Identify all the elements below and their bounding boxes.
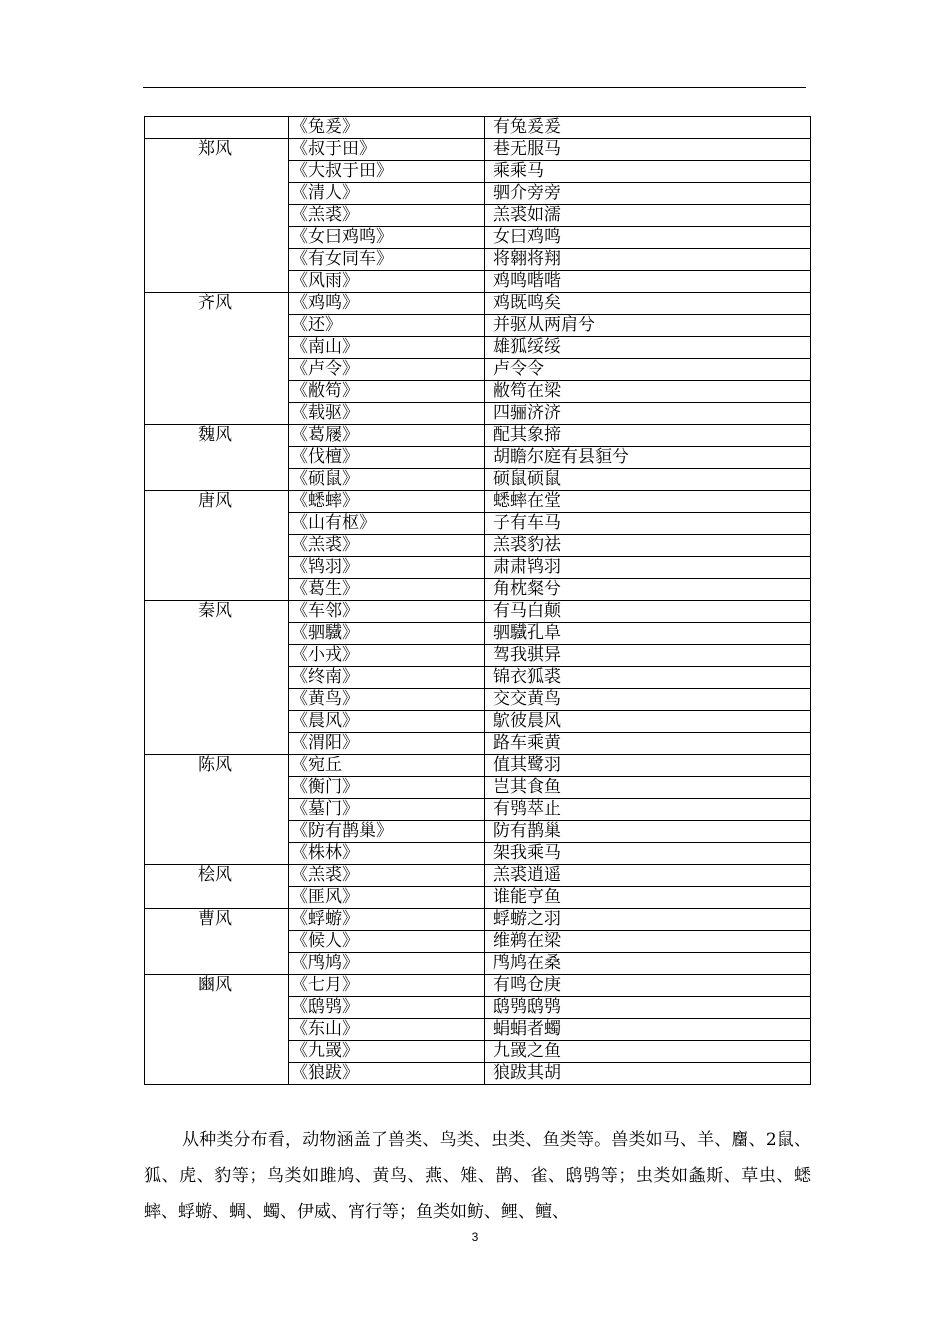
poem-line-cell: 子有车马 — [485, 513, 811, 535]
table-row — [145, 953, 811, 975]
table-row — [145, 293, 811, 315]
poem-title-cell: 《车邻》 — [289, 601, 485, 623]
guo-feng-cell — [145, 667, 289, 689]
poem-title-cell: 《南山》 — [289, 337, 485, 359]
table-row — [145, 579, 811, 601]
poem-title-cell: 《晨风》 — [289, 711, 485, 733]
table-row — [145, 469, 811, 491]
poem-line-cell: 鸱鸮鸱鸮 — [485, 997, 811, 1019]
poem-title-cell: 《鸡鸣》 — [289, 293, 485, 315]
guo-feng-cell — [145, 1019, 289, 1041]
poem-title-cell: 《有女同车》 — [289, 249, 485, 271]
table-row — [145, 821, 811, 843]
poem-line-cell: 值其鹭羽 — [485, 755, 811, 777]
guo-feng-cell — [145, 931, 289, 953]
poem-line-cell: 九罭之鱼 — [485, 1041, 811, 1063]
table-row — [145, 161, 811, 183]
header-rule — [143, 87, 806, 88]
guo-feng-cell — [145, 821, 289, 843]
poem-title-cell: 《宛丘 — [289, 755, 485, 777]
guo-feng-cell — [145, 953, 289, 975]
table-row — [145, 403, 811, 425]
poem-line-cell: 交交黄鸟 — [485, 689, 811, 711]
table-row — [145, 315, 811, 337]
guo-feng-cell — [145, 227, 289, 249]
poem-line-cell: 将翱将翔 — [485, 249, 811, 271]
table-row — [145, 733, 811, 755]
poem-title-cell: 《叔于田》 — [289, 139, 485, 161]
poem-line-cell: 巷无服马 — [485, 139, 811, 161]
poem-line-cell: 狼跋其胡 — [485, 1063, 811, 1085]
poem-line-cell: 敝笱在梁 — [485, 381, 811, 403]
table-row — [145, 909, 811, 931]
poem-line-cell: 蜉蝣之羽 — [485, 909, 811, 931]
poem-title-cell: 《兔爰》 — [289, 117, 485, 139]
table-row — [145, 645, 811, 667]
table-row — [145, 1041, 811, 1063]
poem-title-cell: 《东山》 — [289, 1019, 485, 1041]
guo-feng-cell — [145, 513, 289, 535]
poem-line-cell: 雄狐绥绥 — [485, 337, 811, 359]
poem-line-cell: 鸡鸣喈喈 — [485, 271, 811, 293]
guo-feng-cell — [145, 1063, 289, 1085]
poem-line-cell: 谁能亨鱼 — [485, 887, 811, 909]
poem-line-cell: 羔裘逍遥 — [485, 865, 811, 887]
table-row — [145, 535, 811, 557]
poem-line-cell: 驷驖孔阜 — [485, 623, 811, 645]
poem-line-cell: 肃肃鸨羽 — [485, 557, 811, 579]
poem-table-body — [145, 117, 811, 1085]
poem-line-cell: 乘乘马 — [485, 161, 811, 183]
table-row — [145, 865, 811, 887]
poem-title-cell: 《蟋蟀》 — [289, 491, 485, 513]
guo-feng-cell — [145, 403, 289, 425]
guo-feng-cell — [145, 161, 289, 183]
poem-title-cell: 《伐檀》 — [289, 447, 485, 469]
poem-line-cell: 鴥彼晨风 — [485, 711, 811, 733]
guo-feng-cell: 魏风 — [145, 425, 289, 447]
guo-feng-cell — [145, 689, 289, 711]
poem-line-cell: 硕鼠硕鼠 — [485, 469, 811, 491]
poem-line-cell: 路车乘黄 — [485, 733, 811, 755]
poem-title-cell: 《黄鸟》 — [289, 689, 485, 711]
guo-feng-cell — [145, 557, 289, 579]
table-row — [145, 139, 811, 161]
poem-title-cell: 《终南》 — [289, 667, 485, 689]
table-row — [145, 557, 811, 579]
poem-title-cell: 《载驱》 — [289, 403, 485, 425]
poem-title-cell: 《渭阳》 — [289, 733, 485, 755]
table-row — [145, 887, 811, 909]
poem-line-cell: 女曰鸡鸣 — [485, 227, 811, 249]
guo-feng-cell — [145, 337, 289, 359]
table-row — [145, 491, 811, 513]
poem-line-cell: 胡瞻尔庭有县貆兮 — [485, 447, 811, 469]
poem-line-cell: 并驱从两肩兮 — [485, 315, 811, 337]
guo-feng-cell: 豳风 — [145, 975, 289, 997]
guo-feng-cell — [145, 271, 289, 293]
poem-line-cell: 蟋蟀在堂 — [485, 491, 811, 513]
guo-feng-cell — [145, 117, 289, 139]
poem-line-cell: 防有鹊巢 — [485, 821, 811, 843]
poem-title-cell: 《鸤鸠》 — [289, 953, 485, 975]
table-row — [145, 447, 811, 469]
poem-line-cell: 卢令令 — [485, 359, 811, 381]
guo-feng-cell — [145, 205, 289, 227]
guo-feng-cell: 唐风 — [145, 491, 289, 513]
guo-feng-cell: 秦风 — [145, 601, 289, 623]
guo-feng-cell: 曹风 — [145, 909, 289, 931]
guo-feng-cell — [145, 381, 289, 403]
poem-title-cell: 《卢令》 — [289, 359, 485, 381]
poem-title-cell: 《还》 — [289, 315, 485, 337]
guo-feng-cell — [145, 799, 289, 821]
poem-title-cell: 《株林》 — [289, 843, 485, 865]
table-row — [145, 755, 811, 777]
table-row — [145, 183, 811, 205]
guo-feng-cell — [145, 249, 289, 271]
poem-line-cell: 架我乘马 — [485, 843, 811, 865]
table-row — [145, 205, 811, 227]
poem-line-cell: 配其象揥 — [485, 425, 811, 447]
poem-title-cell: 《风雨》 — [289, 271, 485, 293]
poem-line-cell: 岂其食鱼 — [485, 777, 811, 799]
poem-line-cell: 四骊济济 — [485, 403, 811, 425]
poem-title-cell: 《清人》 — [289, 183, 485, 205]
table-row — [145, 667, 811, 689]
poem-line-cell: 羔裘如濡 — [485, 205, 811, 227]
poem-title-cell: 《敝笱》 — [289, 381, 485, 403]
poem-title-cell: 《葛生》 — [289, 579, 485, 601]
table-row — [145, 689, 811, 711]
guo-feng-cell: 桧风 — [145, 865, 289, 887]
guo-feng-cell — [145, 777, 289, 799]
poem-line-cell: 有兔爰爰 — [485, 117, 811, 139]
poem-title-cell: 《鸱鸮》 — [289, 997, 485, 1019]
guo-feng-cell — [145, 535, 289, 557]
table-row — [145, 513, 811, 535]
poem-title-cell: 《女曰鸡鸣》 — [289, 227, 485, 249]
poem-line-cell: 有马白颠 — [485, 601, 811, 623]
guo-feng-cell — [145, 183, 289, 205]
guo-feng-cell — [145, 579, 289, 601]
poem-title-cell: 《大叔于田》 — [289, 161, 485, 183]
poem-line-cell: 羔裘豹祛 — [485, 535, 811, 557]
guo-feng-cell — [145, 843, 289, 865]
table-row — [145, 359, 811, 381]
page-number: 3 — [471, 1230, 479, 1244]
guo-feng-cell: 齐风 — [145, 293, 289, 315]
table-row — [145, 601, 811, 623]
animal-poems-table — [144, 116, 811, 1085]
poem-title-cell: 《小戎》 — [289, 645, 485, 667]
poem-title-cell: 《狼跋》 — [289, 1063, 485, 1085]
table-row — [145, 227, 811, 249]
poem-title-cell: 《蜉蝣》 — [289, 909, 485, 931]
poem-line-cell: 维鹈在梁 — [485, 931, 811, 953]
poem-line-cell: 锦衣狐裘 — [485, 667, 811, 689]
poem-title-cell: 《羔裘》 — [289, 205, 485, 227]
guo-feng-cell — [145, 997, 289, 1019]
poem-line-cell: 蜎蜎者蠋 — [485, 1019, 811, 1041]
table-row — [145, 1019, 811, 1041]
table-row — [145, 117, 811, 139]
guo-feng-cell — [145, 887, 289, 909]
table-row — [145, 623, 811, 645]
poem-title-cell: 《候人》 — [289, 931, 485, 953]
poem-line-cell: 驾我骐异 — [485, 645, 811, 667]
guo-feng-cell: 郑风 — [145, 139, 289, 161]
poem-line-cell: 鸤鸠在桑 — [485, 953, 811, 975]
guo-feng-cell — [145, 711, 289, 733]
poem-title-cell: 《七月》 — [289, 975, 485, 997]
poem-line-cell: 角枕粲兮 — [485, 579, 811, 601]
poem-line-cell: 鸡既鸣矣 — [485, 293, 811, 315]
poem-title-cell: 《山有枢》 — [289, 513, 485, 535]
guo-feng-cell — [145, 315, 289, 337]
poem-title-cell: 《硕鼠》 — [289, 469, 485, 491]
poem-title-cell: 《驷驖》 — [289, 623, 485, 645]
table-row — [145, 931, 811, 953]
table-row — [145, 975, 811, 997]
guo-feng-cell — [145, 359, 289, 381]
table-row — [145, 337, 811, 359]
table-row — [145, 711, 811, 733]
poem-title-cell: 《羔裘》 — [289, 865, 485, 887]
poem-title-cell: 《防有鹊巢》 — [289, 821, 485, 843]
poem-title-cell: 《墓门》 — [289, 799, 485, 821]
table-row — [145, 843, 811, 865]
table-row — [145, 249, 811, 271]
poem-title-cell: 《九罭》 — [289, 1041, 485, 1063]
table-row — [145, 271, 811, 293]
body-paragraph: 从种类分布看，动物涵盖了兽类、鸟类、虫类、鱼类等。兽类如马、羊、麕、2鼠、狐、虎、豹等；鸟类如雎鸠、黄鸟、燕、雉、鹊、雀、鸱鸮等；虫类如螽斯、草虫、蟋蟀、蜉蝣、蜩、蠋、伊威、宵行等；鱼类如鲂、鲤、鳣、 — [144, 1130, 811, 1222]
table-row — [145, 997, 811, 1019]
poem-title-cell: 《羔裘》 — [289, 535, 485, 557]
guo-feng-cell — [145, 623, 289, 645]
table-row — [145, 381, 811, 403]
poem-line-cell: 有鸣仓庚 — [485, 975, 811, 997]
table-row — [145, 777, 811, 799]
guo-feng-cell — [145, 469, 289, 491]
guo-feng-cell — [145, 645, 289, 667]
poem-line-cell: 有鸮萃止 — [485, 799, 811, 821]
table-row — [145, 1063, 811, 1085]
poem-title-cell: 《鸨羽》 — [289, 557, 485, 579]
table-row — [145, 799, 811, 821]
poem-title-cell: 《匪风》 — [289, 887, 485, 909]
guo-feng-cell — [145, 733, 289, 755]
poem-title-cell: 《衡门》 — [289, 777, 485, 799]
poem-line-cell: 驷介旁旁 — [485, 183, 811, 205]
guo-feng-cell — [145, 447, 289, 469]
guo-feng-cell: 陈风 — [145, 755, 289, 777]
table-row — [145, 425, 811, 447]
guo-feng-cell — [145, 1041, 289, 1063]
poem-title-cell: 《葛屦》 — [289, 425, 485, 447]
